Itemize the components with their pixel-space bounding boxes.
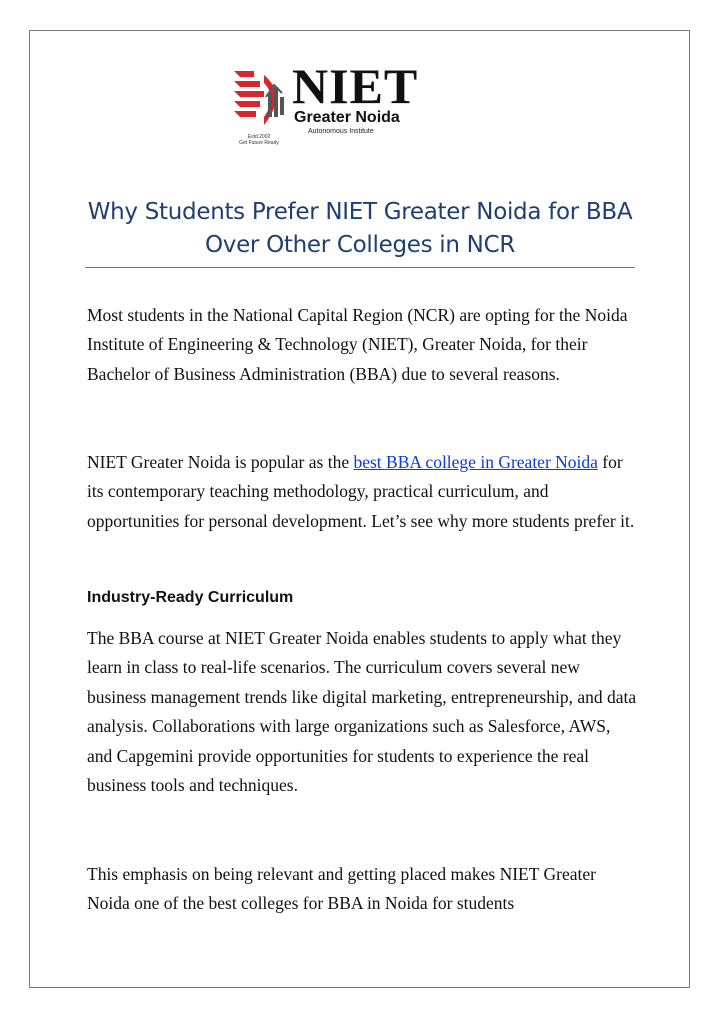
paragraph-placement: This emphasis on being relevant and getting placed makes NIET Greater Noida one of the best colleges for BBA in Noida for students: [87, 864, 596, 914]
logo-name: NIET: [292, 58, 419, 114]
logo-place: Greater Noida: [294, 109, 400, 126]
page-title: Why Students Prefer NIET Greater Noida for BBA Over Other Colleges in NCR: [87, 199, 633, 258]
paragraph-text: NIET Greater Noida is popular as the: [87, 452, 354, 472]
paragraph-text: for its contemporary teaching methodology, practical curriculum, and opportunities for personal development. Let’s see why more students prefer it.: [87, 452, 635, 531]
niet-emblem-icon: [230, 67, 290, 133]
logo-tagline: [230, 134, 288, 146]
paragraph-intro: Most students in the National Capital Region (NCR) are opting for the Noida Institute of Engineering & Technology (NIET), Greater Noida, for their Bachelor of Business Administration (BBA) due to several reasons.: [87, 305, 628, 384]
niet-logo: [230, 58, 430, 171]
title-rule: [85, 267, 635, 268]
paragraph-popularity: [87, 448, 637, 536]
best-bba-college-link[interactable]: best BBA college in Greater Noida: [353, 452, 598, 472]
logo-tagline-text: Get Future Ready: [239, 140, 279, 146]
paragraph-curriculum: The BBA course at NIET Greater Noida enables students to apply what they learn in class to real-life scenarios. The curriculum covers several new business management trends like digital marketing, entrepreneurship, and data analysis. Collaborations with large organizations such as Salesforce, AWS, and Capgemini provide opportunities for students to experience the real business tools and techniques.: [87, 628, 637, 796]
section-heading: Industry-Ready Curriculum: [87, 589, 294, 606]
logo-established: Estd.2002: [247, 134, 271, 140]
logo-subtitle: Autonomous Institute: [308, 128, 374, 135]
